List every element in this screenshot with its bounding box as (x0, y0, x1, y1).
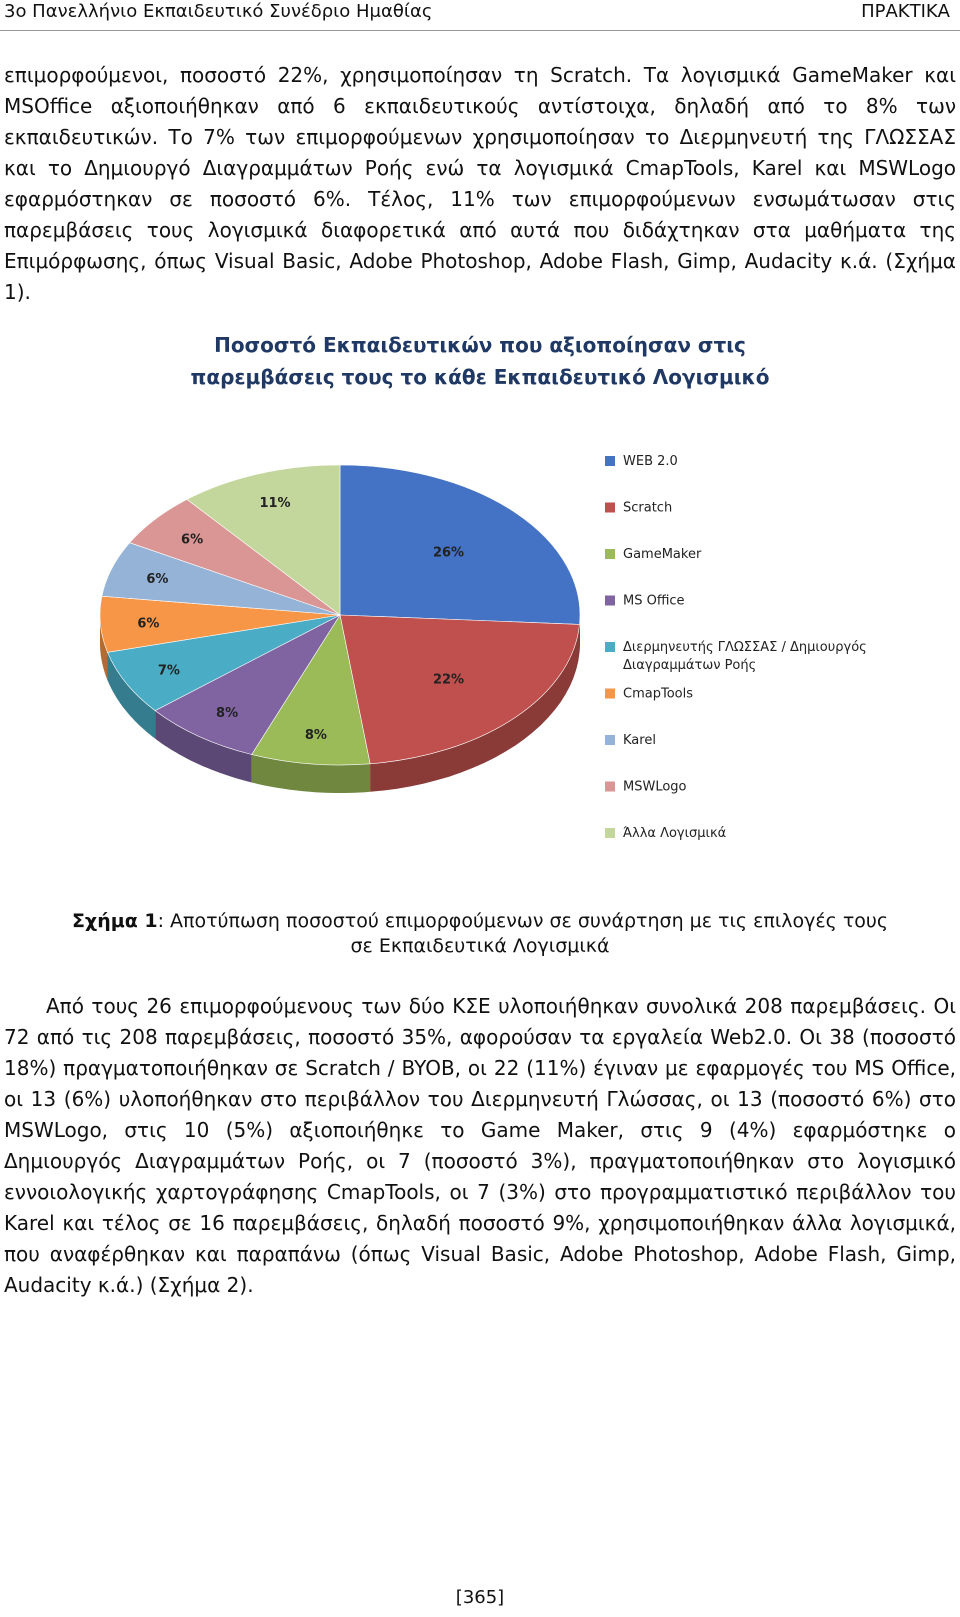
paragraph-intro: επιμορφούμενοι, ποσοστό 22%, χρησιμοποίησαν τη Scratch. Τα λογισμικά GameMaker και MSOffice αξιοποιήθηκαν από 6 εκπαιδευτικούς αντίστοιχα, δηλαδή από το 8% των εκπαιδευτικών. Το 7% των επιμορφούμενων χρησιμοποίησαν το Διερμηνευτή της ΓΛΩΣΣΑΣ και το Δημιουργό Διαγραμμάτων Ροής ενώ τα λογισμικά CmapTools, Karel και MSWLogo εφαρμόστηκαν σε ποσοστό 6%. Τέλος, 11% των επιμορφούμενων ενσωμάτωσαν στις παρεμβάσεις τους λογισμικά διαφορετικά από αυτά που διδάχτηκαν στα μαθήματα της Επιμόρφωσης, όπως Visual Basic, Adobe Photoshop, Adobe Flash, Gimp, Audacity κ.ά. (Σχήμα 1). (4, 63, 956, 304)
legend-label-7: MSWLogo (623, 779, 687, 795)
legend-swatch-6 (605, 735, 615, 745)
legend-label-4-line2: Διαγραμμάτων Ροής (623, 658, 757, 673)
legend-swatch-4 (605, 642, 615, 652)
pie-data-label-8: 11% (259, 496, 291, 512)
pie-data-label-4: 7% (157, 663, 180, 679)
pie-chart (0, 325, 960, 880)
figure-1 (0, 325, 960, 880)
chart-title-line2: παρεμβάσεις τους το κάθε Εκπαιδευτικό Λογισμικό (190, 365, 770, 389)
caption-text-line2: σε Εκπαιδευτικά Λογισμικά (350, 935, 610, 957)
page-header (0, 0, 960, 31)
pie-data-label-7: 6% (181, 532, 204, 548)
legend-label-4-line1: Διερμηνευτής ΓΛΩΣΣΑΣ / Δημιουργός (623, 640, 867, 655)
legend-swatch-2 (605, 549, 615, 559)
pie-data-label-6: 6% (146, 571, 169, 587)
legend-swatch-7 (605, 782, 615, 792)
legend-label-0: WEB 2.0 (623, 454, 678, 469)
caption-text-line1: : Αποτύπωση ποσοστού επιμορφούμενων σε συνάρτηση με τις επιλογές τους (157, 910, 889, 932)
legend-swatch-1 (605, 503, 615, 513)
caption-label: Σχήμα 1 (71, 910, 158, 932)
legend-label-6: Karel (623, 733, 656, 748)
page-number: [365] (455, 1587, 505, 1608)
pie-data-label-3: 8% (216, 706, 239, 722)
pie-data-label-5: 6% (137, 616, 160, 632)
conference-title: 3ο Πανελλήνιο Εκπαιδευτικό Συνέδριο Ημαθίας (4, 1, 433, 22)
pie-slice-1 (340, 615, 580, 764)
pie-data-label-0: 26% (432, 545, 465, 561)
legend-label-5: CmapTools (623, 686, 693, 702)
pie-data-label-2: 8% (304, 728, 327, 744)
legend-swatch-5 (605, 689, 615, 699)
pie-data-label-1: 22% (432, 672, 465, 688)
legend-label-1: Scratch (623, 500, 673, 516)
legend-swatch-0 (605, 456, 615, 466)
legend-swatch-8 (605, 828, 615, 838)
legend-label-2: GameMaker (623, 547, 702, 562)
paragraph-results: Από τους 26 επιμορφούμενους των δύο ΚΣΕ υλοποιήθηκαν συνολικά 208 παρεμβάσεις. Οι 72 από τις 208 παρεμβάσεις, ποσοστό 35%, αφορούσαν τα εργαλεία Web2.0. Οι 38 (ποσοστό 18%) πραγματοποιήθηκαν σε Scratch / BYOB, οι 22 (11%) έγιναν με εφαρμογές του MS Office, οι 13 (6%) υλοποήθηκαν στο περιβάλλον του Διερμηνευτή Γλώσσας, οι 13 (ποσοστό 6%) στο MSWLogo, στις 10 (5%) αξιοποιήθηκε το Game Maker, στις 9 (4%) εφαρμόστηκε ο Δημιουργός Διαγραμμάτων Ροής, οι 7 (ποσοστό 3%), πραγματοποιήθηκαν στο λογισμικό εννοιολογικής χαρτογράφησης CmapTools, οι 7 (3%) στο προγραμματιστικό περιβάλλον του Karel και τέλος σε 16 παρεμβάσεις, δηλαδή ποσοστό 9%, χρησιμοποιήθηκαν άλλα λογισμικά, που αναφέρθηκαν και παραπάνω (όπως Visual Basic, Adobe Photoshop, Adobe Flash, Gimp, Audacity κ.ά.) (Σχήμα 2). (4, 994, 956, 1297)
figure-caption (40, 909, 920, 959)
chart-title-line1: Ποσοστό Εκπαιδευτικών που αξιοποίησαν στις (214, 333, 746, 357)
section-label: ΠΡΑΚΤΙΚΑ (861, 1, 950, 22)
legend-swatch-3 (605, 596, 615, 606)
legend-label-8: Άλλα Λογισμικά (623, 826, 727, 841)
legend-label-3: MS Office (623, 593, 685, 609)
